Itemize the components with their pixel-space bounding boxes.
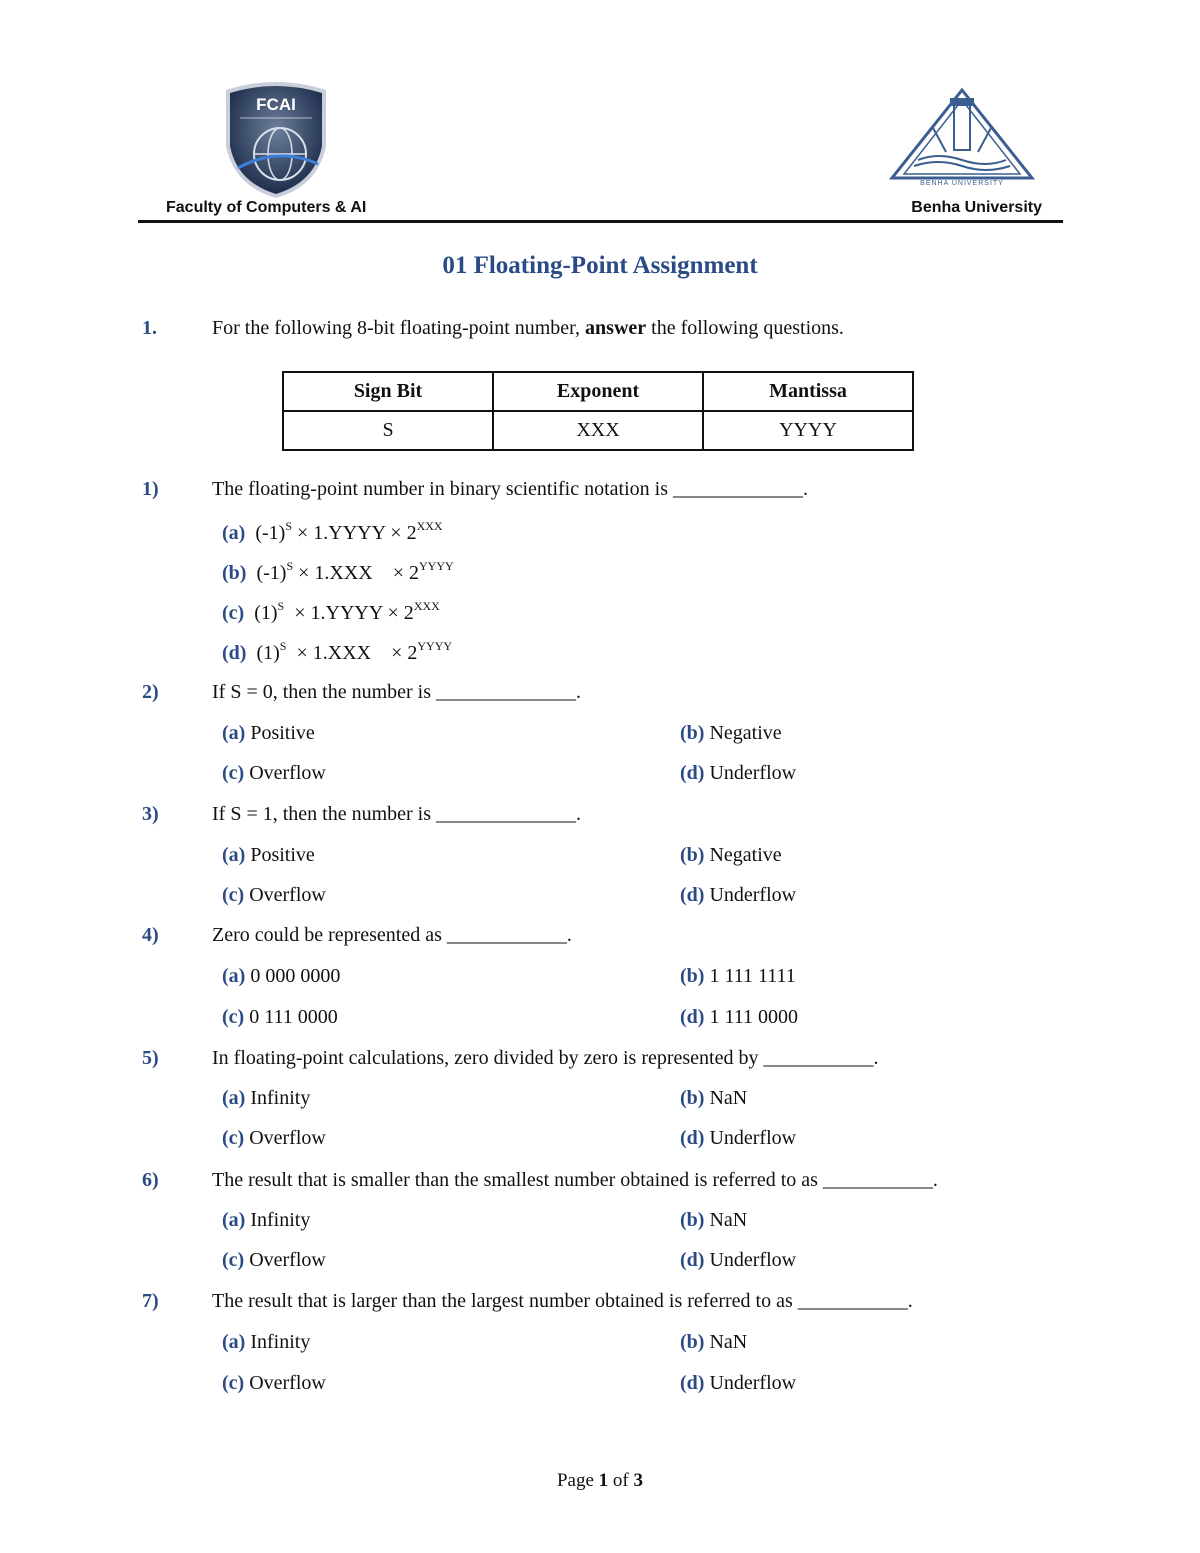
option-d: (d) Underflow: [680, 762, 797, 784]
option-a: (a) Infinity: [222, 1331, 311, 1353]
subquestion-text: In floating-point calculations, zero divided by zero is represented by ___________.: [212, 1047, 879, 1069]
option-b: (b) NaN: [680, 1087, 748, 1109]
option-c: (c) Overflow: [222, 1127, 326, 1149]
subquestion-number: 3): [142, 803, 159, 825]
option-b: (b) $(-1)^S \times 1.XXX$ × $2^{YYYY}$: [222, 559, 454, 584]
option-a: (a) 0 000 0000: [222, 965, 341, 987]
option-a: (a) $(-1)^S$ × 1.YYYY × $2^{XXX}$: [222, 519, 443, 544]
option-c: (c) Overflow: [222, 884, 326, 906]
option-c: (c) Overflow: [222, 1372, 326, 1394]
university-name: Benha University: [911, 199, 1042, 216]
fcai-logo: [218, 76, 334, 200]
option-c: (c) $(1)^S$ × 1.YYYY × $2^{XXX}$: [222, 599, 440, 624]
option-c: (c) Overflow: [222, 1249, 326, 1271]
option-c: (c) Overflow: [222, 762, 326, 784]
subquestion-number: 1): [142, 478, 159, 500]
floating-point-format-table: [282, 371, 914, 451]
table-header-row: [283, 372, 913, 411]
svg-text:FCAI: FCAI: [256, 95, 296, 114]
option-d: (d) $(1)^S \times 1.XXX$ × $2^{YYYY}$: [222, 639, 453, 664]
option-b: (b) NaN: [680, 1209, 748, 1231]
option-a: (a) Infinity: [222, 1087, 311, 1109]
table-cell: S: [283, 411, 493, 450]
table-header-cell: Mantissa: [703, 372, 913, 411]
option-d: (d) Underflow: [680, 1372, 797, 1394]
option-b: (b) Negative: [680, 844, 782, 866]
page-footer: Page 1 of 3: [556, 1470, 643, 1491]
subquestion-number: 6): [142, 1169, 159, 1191]
option-d: (d) Underflow: [680, 1249, 797, 1271]
option-d: (d) 1 111 0000: [680, 1006, 798, 1028]
option-b: (b) Negative: [680, 722, 782, 744]
option-b: (b) NaN: [680, 1331, 748, 1353]
page-title: 01 Floating-Point Assignment: [442, 252, 758, 279]
faculty-name: Faculty of Computers & AI: [166, 199, 367, 216]
subquestion-text: If S = 0, then the number is ______________.: [212, 681, 582, 703]
table-cell: YYYY: [703, 411, 913, 450]
benha-university-logo: [888, 86, 1036, 186]
option-b: (b) 1 111 1111: [680, 965, 796, 987]
option-a: (a) Positive: [222, 722, 315, 744]
subquestion-text: If S = 1, then the number is ______________.: [212, 803, 582, 825]
option-d: (d) Underflow: [680, 1127, 797, 1149]
subquestion-text: The result that is smaller than the smallest number obtained is referred to as ___________.: [212, 1169, 938, 1191]
subquestion-text: Zero could be represented as ____________.: [212, 924, 572, 946]
question-text: For the following 8-bit floating-point number, answer the following questions.: [212, 317, 844, 339]
question-number: 1.: [142, 317, 157, 339]
subquestion-number: 5): [142, 1047, 159, 1069]
subquestion-number: 4): [142, 924, 159, 946]
table-cell: XXX: [493, 411, 703, 450]
option-a: (a) Infinity: [222, 1209, 311, 1231]
table-header-cell: Exponent: [493, 372, 703, 411]
option-d: (d) Underflow: [680, 884, 797, 906]
header-divider: [138, 220, 1063, 223]
table-row: [283, 411, 913, 450]
subquestion-number: 7): [142, 1290, 159, 1312]
table-header-cell: Sign Bit: [283, 372, 493, 411]
option-a: (a) Positive: [222, 844, 315, 866]
svg-text:BENHA UNIVERSITY: BENHA UNIVERSITY: [920, 180, 1004, 186]
option-c: (c) 0 111 0000: [222, 1006, 338, 1028]
subquestion-text: The floating-point number in binary scientific notation is _____________.: [212, 478, 809, 500]
subquestion-text: The result that is larger than the largest number obtained is referred to as ___________.: [212, 1290, 913, 1312]
subquestion-number: 2): [142, 681, 159, 703]
